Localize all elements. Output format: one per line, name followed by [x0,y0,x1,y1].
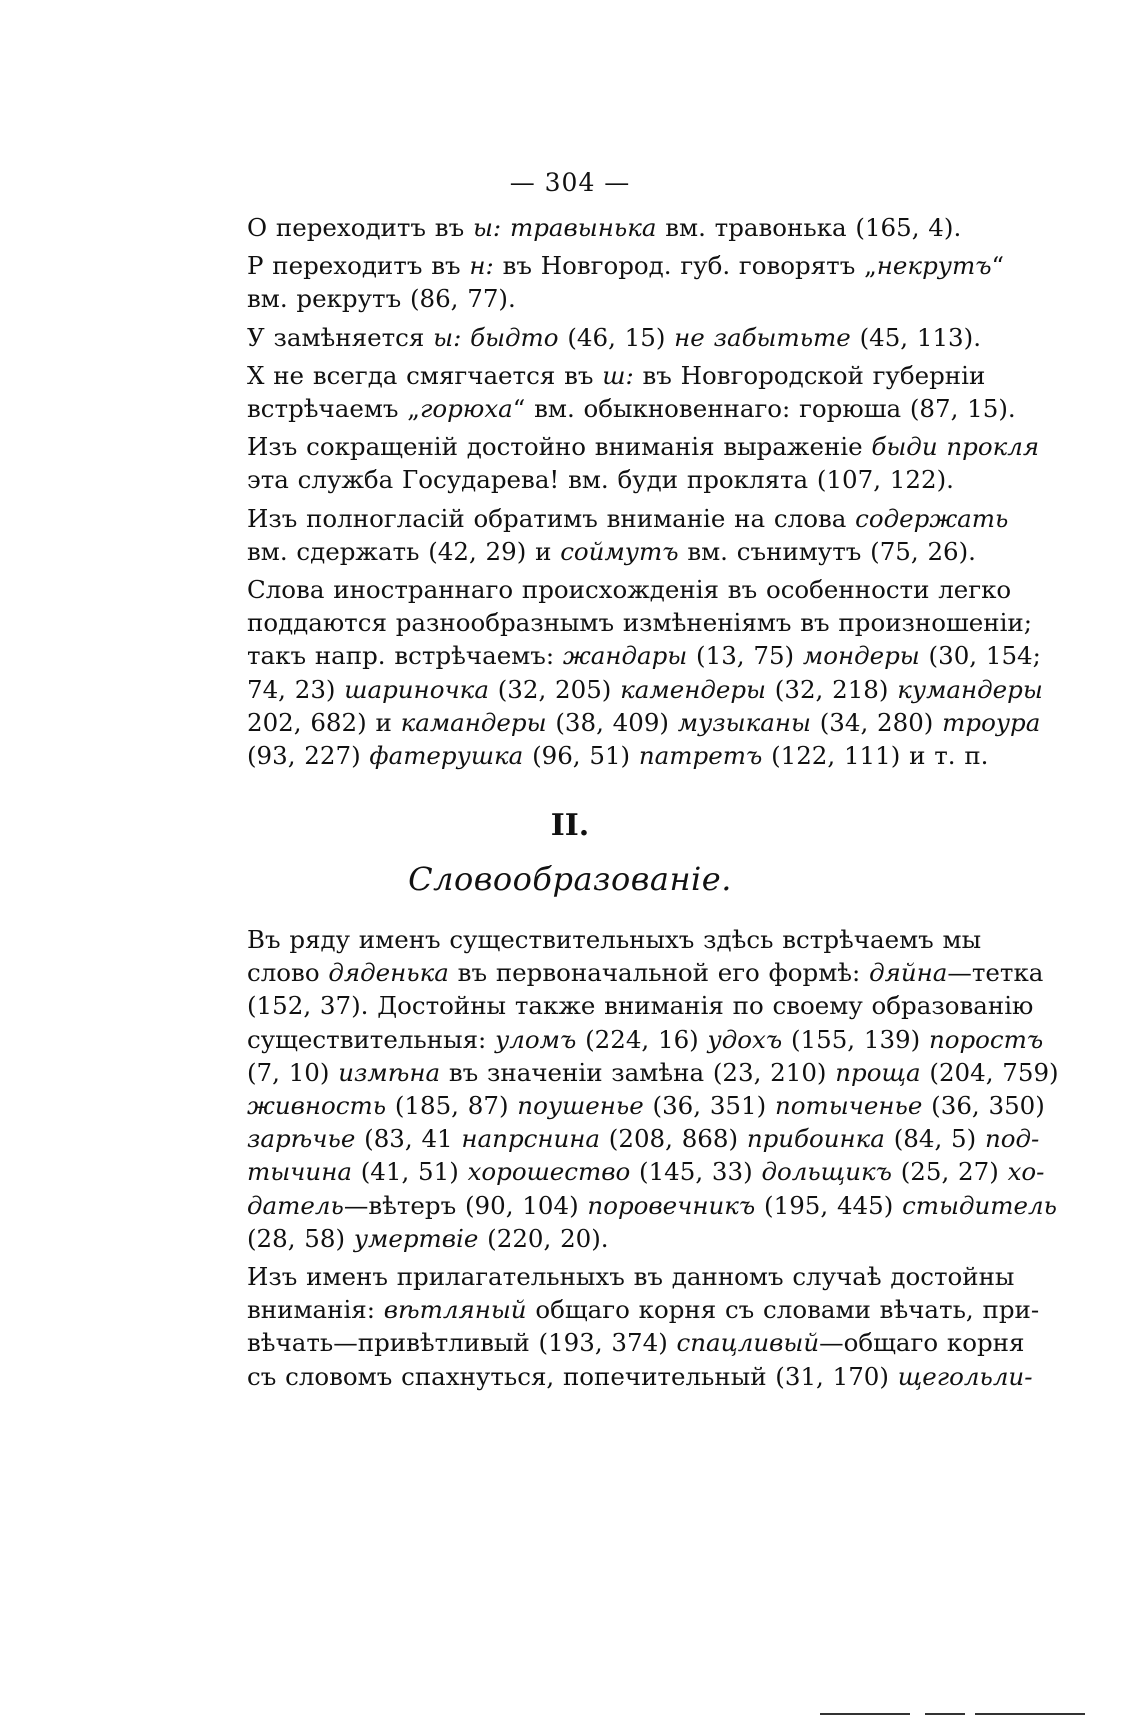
paragraph [247,1260,1040,1393]
text-line: вниманія: вѣтляный общаго корня съ словами вѣчать, при- [247,1295,1040,1325]
text-line: вм. сдержать (42, 29) и соймутъ вм. сънимутъ (75, 26). [247,536,976,566]
top-text-block [247,211,1043,777]
text-line: поддаются разнообразнымъ измѣненіямъ въ произношеніи; [247,608,1032,638]
text-line: Р переходитъ въ н: въ Новгород. губ. говорятъ „некрутъ“ [247,251,1005,281]
text-line: Слова иностраннаго происхожденія въ особенности легко [247,575,1012,605]
page-number: — 304 — [509,168,631,197]
text-line: зарѣчье (83, 41 напрснина (208, 868) прибоинка (84, 5) под- [247,1124,1040,1154]
text-line: 202, 682) и камандеры (38, 409) музыканы (34, 280) троура [247,707,1041,737]
text-line: У замѣняется ы: быдто (46, 15) не забытьте (45, 113). [247,322,981,352]
text-line: X не всегда смягчается въ ш: въ Новгородской губерніи [247,360,986,390]
text-line: эта служба Государева! вм. буди проклята (107, 122). [247,465,954,495]
text-line: Изъ сокращеній достойно вниманія выраженіе быди прокля [247,432,1040,462]
text-line: Въ ряду именъ существительныхъ здѣсь встрѣчаемъ мы [247,925,982,954]
paragraph [247,430,1040,496]
text-line: встрѣчаемъ „горюха“ вм. обыкновеннаго: горюша (87, 15). [247,394,1016,424]
footer-rule [975,1713,1085,1715]
paragraph [247,573,1043,772]
text-line: датель—вѣтеръ (90, 104) поровечникъ (195, 445) стыдитель [247,1190,1057,1220]
paragraph [247,321,981,354]
paragraph [247,923,1059,1255]
text-line: вм. рекрутъ (86, 77). [247,284,516,314]
bottom-text-block [247,923,1059,1398]
text-line: (93, 227) фатерушка (96, 51) патретъ (122, 111) и т. п. [247,741,989,771]
paragraph [247,359,1016,425]
text-line: слово дяденька въ первоначальной его формѣ: дяйна—тетка [247,958,1044,988]
footer-rule [820,1713,910,1715]
footer-rule [925,1713,965,1715]
text-line: О переходитъ въ ы: травынька вм. травонька (165, 4). [247,213,962,242]
text-line: (7, 10) измѣна въ значеніи замѣна (23, 210) проща (204, 759) [247,1057,1059,1087]
text-line: вѣчать—привѣтливый (193, 374) спацливый—общаго корня [247,1328,1025,1358]
text-line: Изъ полногласій обратимъ вниманіе на слова содержать [247,503,1009,533]
text-line: тычина (41, 51) хорошество (145, 33) дольщикъ (25, 27) хо- [247,1157,1045,1187]
text-line: (28, 58) умертвіе (220, 20). [247,1223,609,1253]
paragraph [247,249,1005,315]
text-line: Изъ именъ прилагательныхъ въ данномъ случаѣ достойны [247,1262,1015,1292]
paragraph [247,211,962,244]
paragraph [247,502,1009,568]
text-line: 74, 23) шариночка (32, 205) камендеры (32, 218) кумандеры [247,674,1043,704]
text-line: такъ напр. встрѣчаемъ: жандары (13, 75) мондеры (30, 154; [247,641,1041,671]
text-line: (152, 37). Достойны также вниманія по своему образованію [247,991,1034,1021]
text-line: съ словомъ спахнуться, попечительный (31, 170) щегольли- [247,1361,1033,1391]
section-title: Словообразованіе. [408,860,732,898]
text-line: существительныя: уломъ (224, 16) удохъ (155, 139) поростъ [247,1024,1044,1054]
text-line: живность (185, 87) поушенье (36, 351) потыченье (36, 350) [247,1091,1045,1121]
section-number: II. [550,808,590,843]
